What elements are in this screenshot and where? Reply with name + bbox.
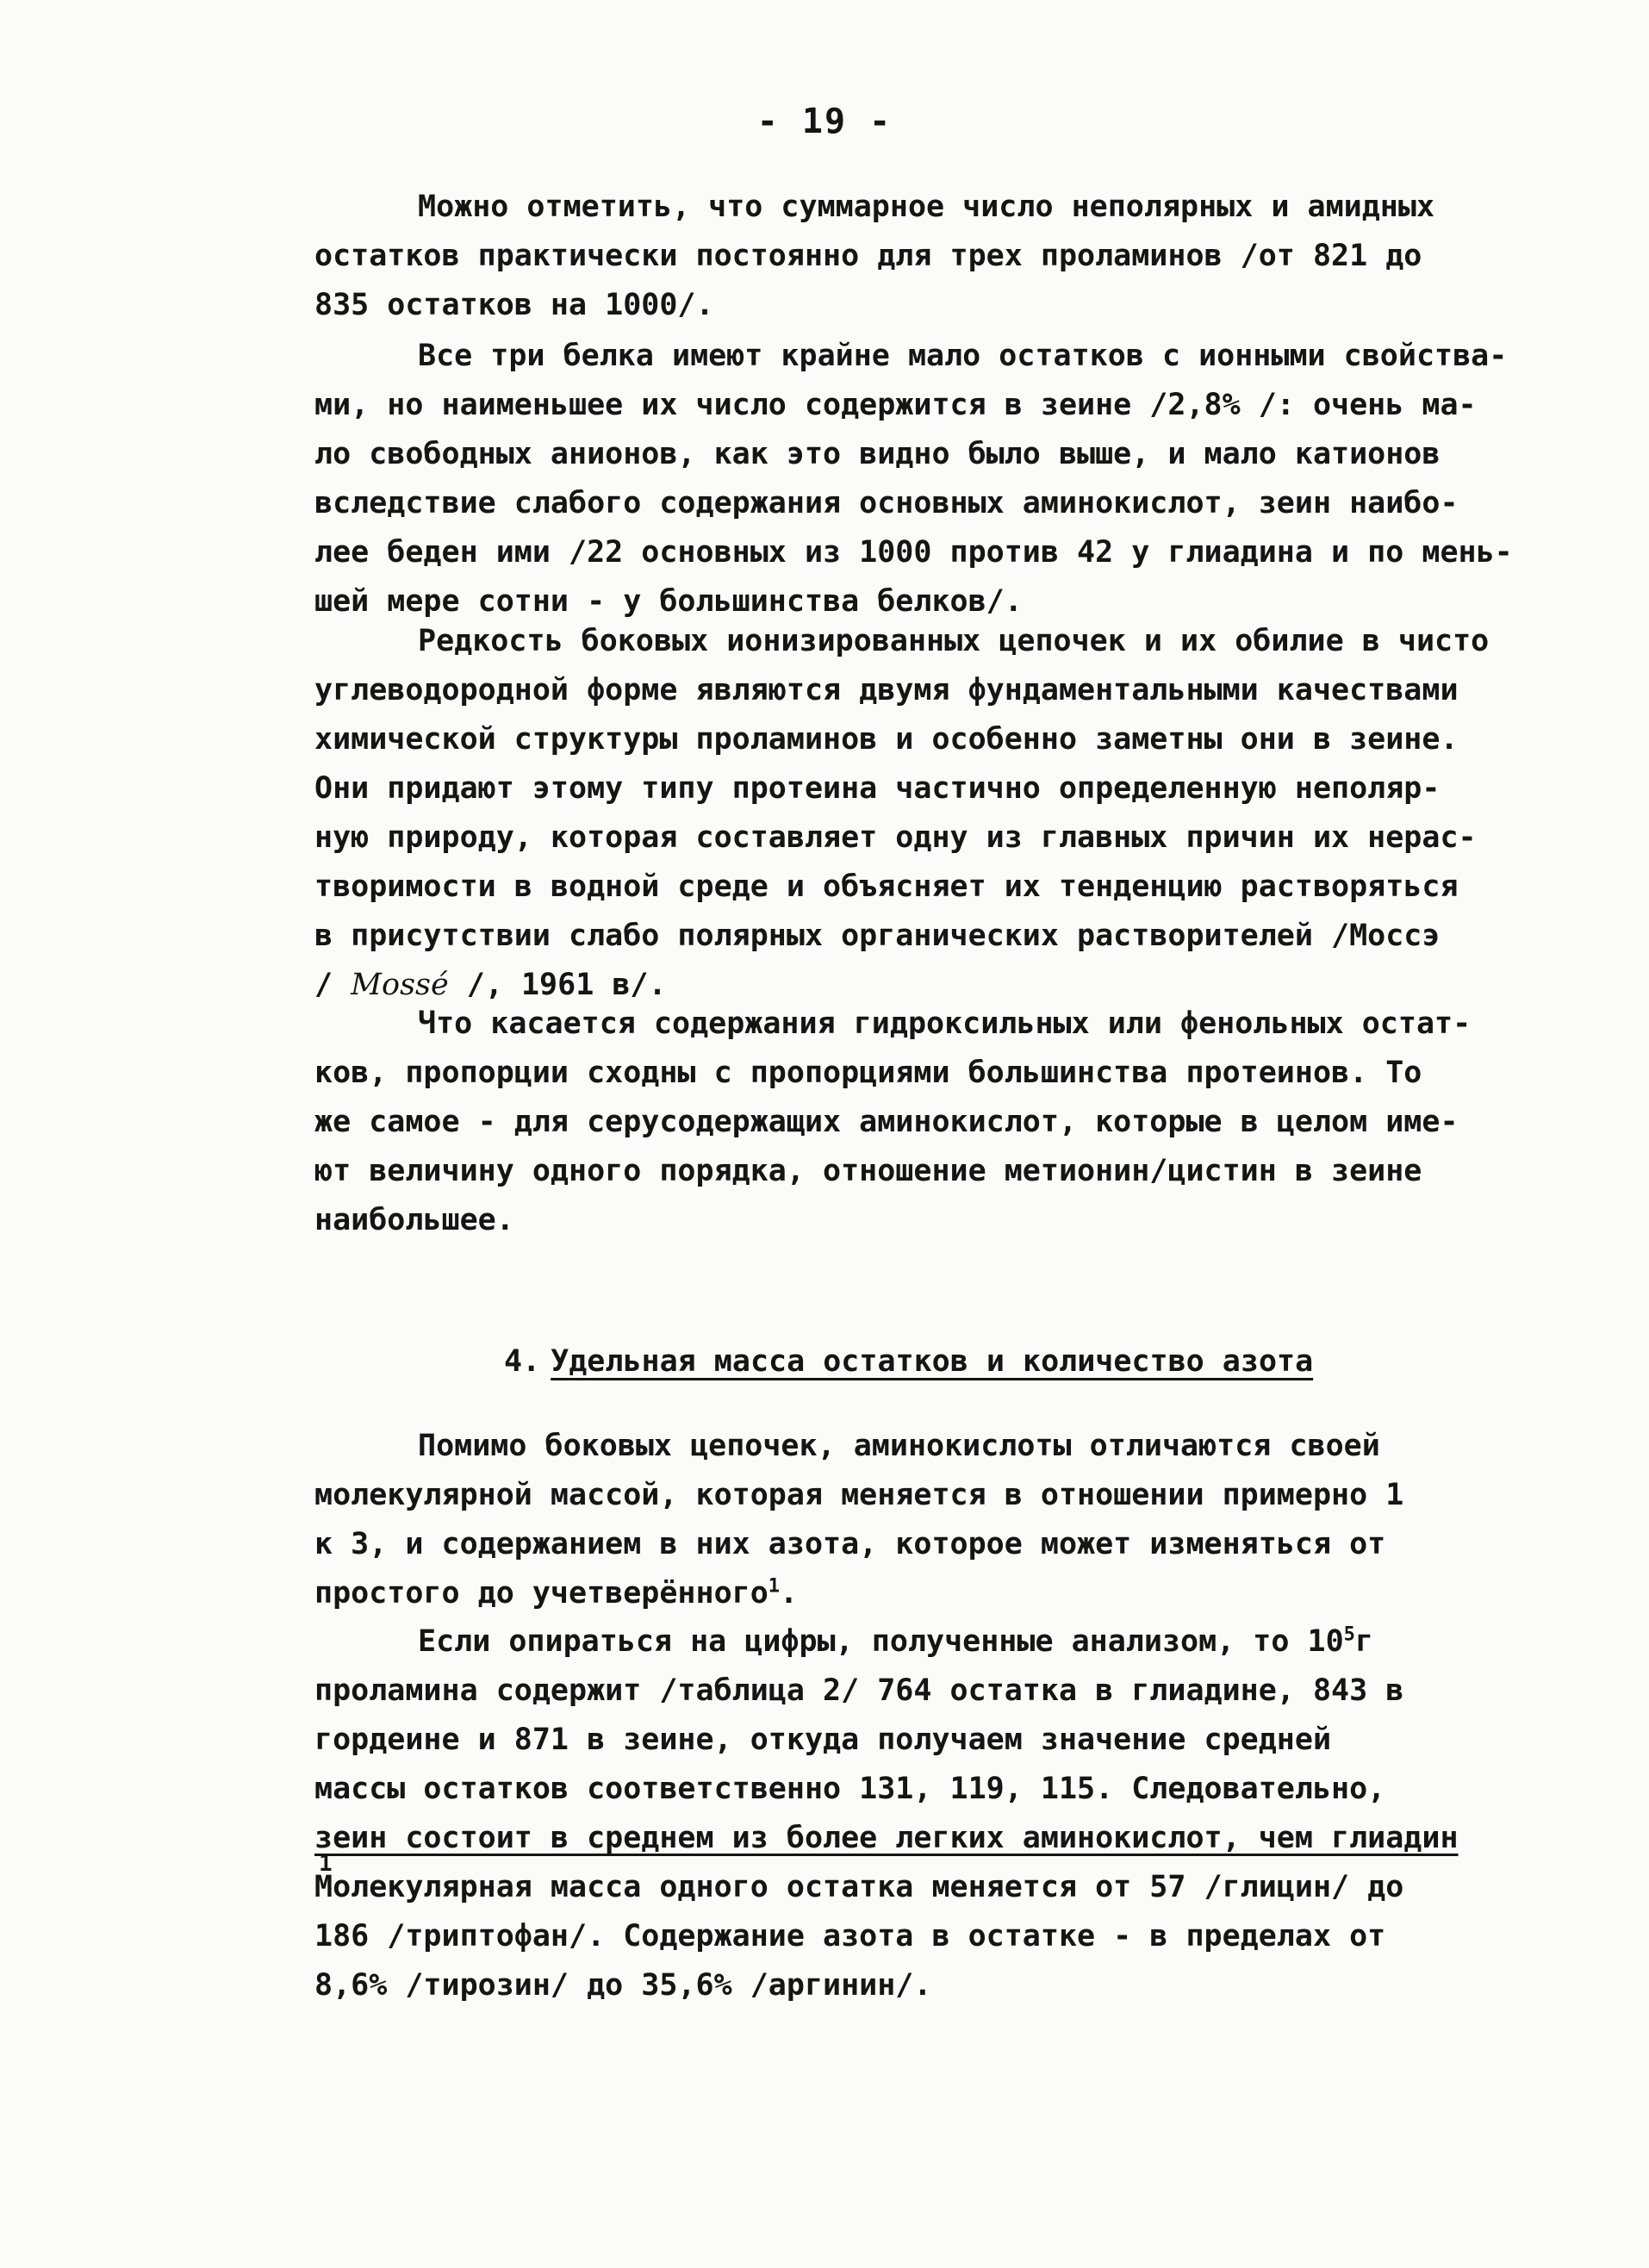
text-line: химической структуры проламинов и особенно заметны они в зеине.: [314, 722, 1459, 757]
text-fragment: Если опираться на цифры, полученные анализом, то 10: [418, 1624, 1344, 1659]
text-line: лее беден ими /22 основных из 1000 против 42 у глиадина и по мень-: [314, 535, 1513, 570]
text-line: ную природу, которая составляет одну из главных причин их нерас-: [314, 820, 1477, 855]
text-line: шей мере сотни - у большинства белков/.: [314, 584, 1023, 619]
page-number: - 19 -: [756, 102, 893, 141]
text-line: Что касается содержания гидроксильных или фенольных остат-: [418, 1006, 1472, 1041]
text-line: в присутствии слабо полярных органических растворителей /Моссэ: [314, 919, 1441, 953]
text-fragment: /: [314, 968, 352, 1002]
text-line: ло свободных анионов, как это видно было выше, и мало катионов: [314, 437, 1441, 471]
text-line: наибольшее.: [314, 1203, 514, 1237]
text-line: к 3, и содержанием в них азота, которое может изменяться от: [314, 1527, 1386, 1561]
footnote: [314, 1863, 1598, 2010]
paragraph-2: [314, 332, 1598, 626]
text-line: ют величину одного порядка, отношение метионин/цистин в зеине: [314, 1154, 1422, 1188]
text-line: Редкость боковых ионизированных цепочек и их обилие в чисто: [418, 624, 1490, 658]
paragraph-6: [314, 1617, 1598, 1863]
footnote-line: Молекулярная масса одного остатка меняется от 57 /глицин/ до: [314, 1870, 1404, 1904]
text-line: Можно отметить, что суммарное число неполярных и амидных: [418, 190, 1435, 224]
underlined-line: зеин состоит в среднем из более легких аминокислот, чем глиадин: [314, 1821, 1459, 1855]
text-line: [314, 1617, 1598, 1667]
text-line: же самое - для серусодержащих аминокислот, которые в целом име-: [314, 1105, 1459, 1139]
text-fragment: .: [780, 1576, 799, 1611]
text-fragment: простого до учетверённого: [314, 1576, 768, 1611]
text-line: гордеине и 871 в зеине, откуда получаем значение средней: [314, 1723, 1332, 1757]
text-line: остатков практически постоянно для трех проламинов /от 821 до: [314, 239, 1422, 273]
text-fragment: г: [1354, 1624, 1373, 1659]
text-line: Помимо боковых цепочек, аминокислоты отличаются своей: [418, 1429, 1380, 1463]
section-heading: [504, 1344, 1313, 1379]
paragraph-5: [314, 1422, 1598, 1618]
paragraph-3: [314, 617, 1598, 1010]
text-line: массы остатков соответственно 131, 119, 115. Следовательно,: [314, 1772, 1386, 1806]
section-title: Удельная масса остатков и количество азота: [551, 1344, 1314, 1379]
footnote-line: 8,6% /тирозин/ до 35,6% /аргинин/.: [314, 1968, 932, 2003]
footnote-reference: 1: [768, 1575, 781, 1598]
text-line: молекулярной массой, которая меняется в отношении примерно 1: [314, 1478, 1404, 1512]
section-number: 4.: [504, 1344, 541, 1379]
paragraph-1: [314, 183, 1598, 330]
paragraph-4: [314, 1000, 1598, 1245]
text-line: вследствие слабого содержания основных аминокислот, зеин наибо-: [314, 486, 1459, 520]
exponent: 5: [1343, 1623, 1355, 1646]
text-line: ми, но наименьшее их число содержится в зеине /2,8% /: очень ма-: [314, 388, 1477, 422]
text-line: творимости в водной среде и объясняет их тенденцию растворяться: [314, 869, 1459, 904]
text-line: Все три белка имеют крайне мало остатков с ионными свойства-: [418, 339, 1508, 373]
text-line: Они придают этому типу протеина частично определенную неполяр-: [314, 771, 1441, 806]
text-line: проламина содержит /таблица 2/ 764 остатка в глиадине, 843 в: [314, 1673, 1404, 1708]
text-line: [314, 1569, 1598, 1618]
footnote-mark: 1: [319, 1851, 333, 1877]
text-line: ков, пропорции сходны с пропорциями большинства протеинов. То: [314, 1056, 1422, 1090]
handwritten-name: Mossé: [351, 968, 449, 1002]
text-fragment: /, 1961 в/.: [448, 968, 667, 1002]
text-line: 835 остатков на 1000/.: [314, 288, 714, 322]
text-line: углеводородной форме являются двумя фундаментальными качествами: [314, 673, 1459, 707]
footnote-line: 186 /триптофан/. Содержание азота в остатке - в пределах от: [314, 1919, 1386, 1953]
